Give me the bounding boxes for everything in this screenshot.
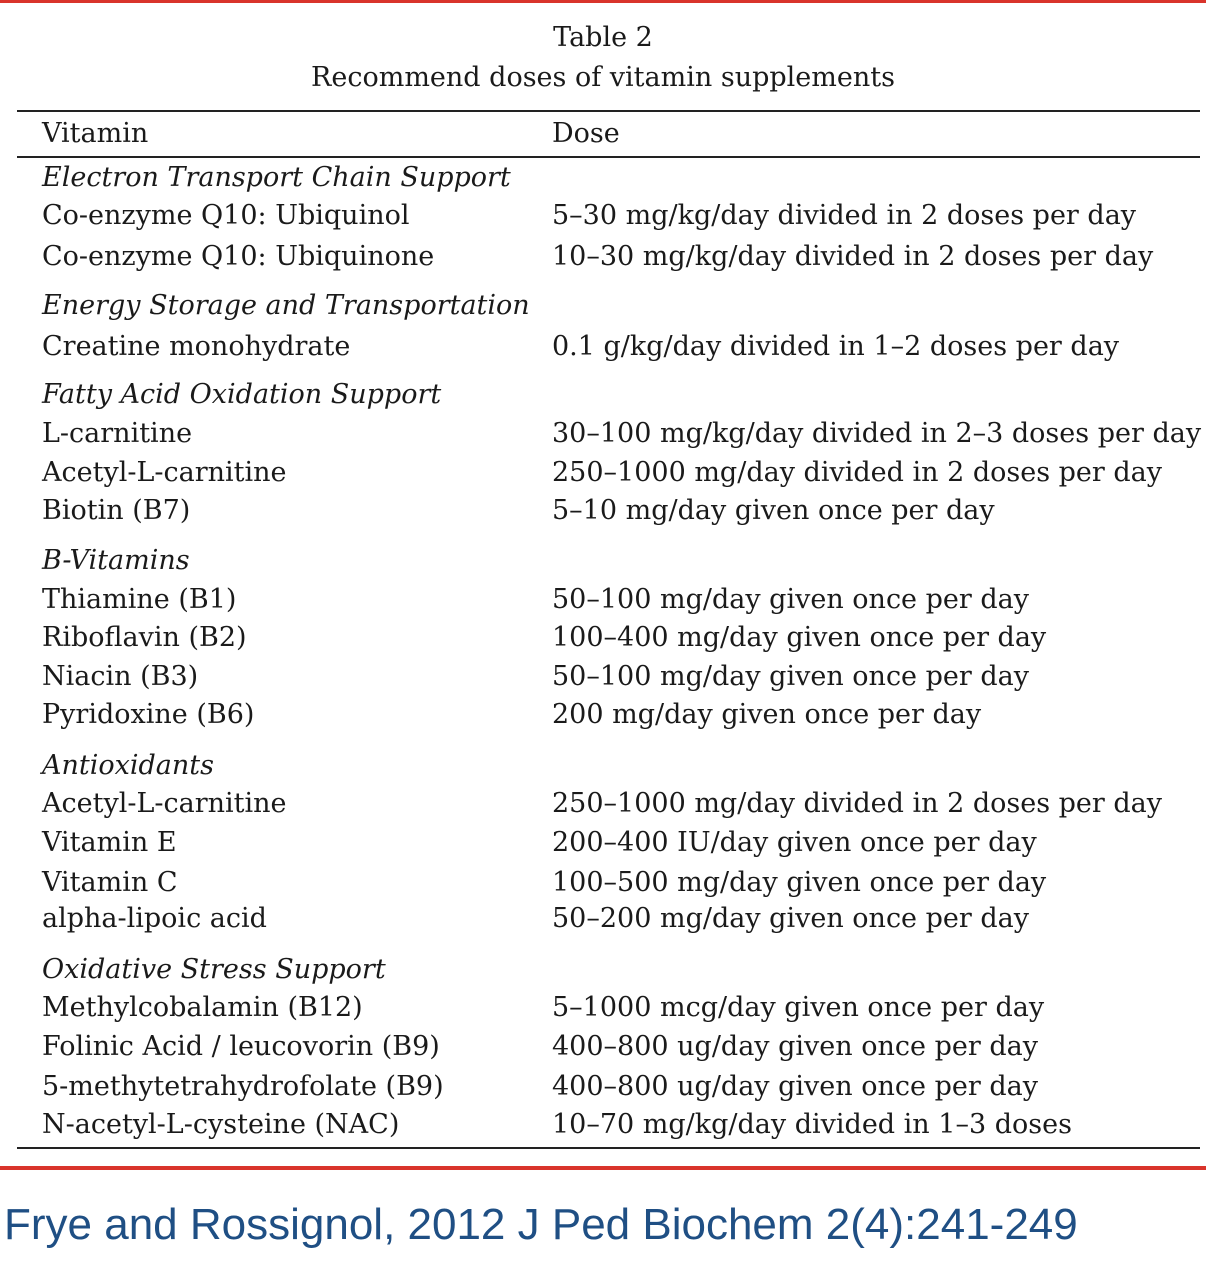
dose-cell: 50–100 mg/day given once per day: [552, 584, 1030, 615]
dose-cell: 5–10 mg/day given once per day: [552, 495, 995, 526]
dose-cell: 200–400 IU/day given once per day: [552, 827, 1037, 858]
vitamin-cell: Pyridoxine (B6): [42, 699, 255, 730]
vitamin-cell: Vitamin C: [42, 867, 178, 898]
vitamin-cell: Vitamin E: [42, 827, 177, 858]
dose-cell: 100–500 mg/day given once per day: [552, 867, 1047, 898]
header-vitamin: Vitamin: [42, 118, 149, 149]
citation: Frye and Rossignol, 2012 J Ped Biochem 2(4):241-249: [4, 1200, 1078, 1249]
section-title: Oxidative Stress Support: [42, 954, 386, 985]
vitamin-cell: Co-enzyme Q10: Ubiquinol: [42, 200, 410, 231]
section-title: Fatty Acid Oxidation Support: [42, 379, 442, 410]
dose-cell: 0.1 g/kg/day divided in 1–2 doses per day: [552, 331, 1120, 362]
bottom-red-rule: [0, 1166, 1206, 1170]
dose-cell: 250–1000 mg/day divided in 2 doses per day: [552, 457, 1163, 488]
dose-cell: 10–70 mg/kg/day divided in 1–3 doses: [552, 1109, 1072, 1140]
table-bottom-rule: [17, 1147, 1200, 1149]
vitamin-cell: alpha-lipoic acid: [42, 903, 267, 934]
vitamin-cell: Folinic Acid / leucovorin (B9): [42, 1031, 440, 1062]
dose-cell: 50–100 mg/day given once per day: [552, 661, 1030, 692]
dose-cell: 200 mg/day given once per day: [552, 699, 982, 730]
vitamin-cell: Creatine monohydrate: [42, 331, 351, 362]
section-title: Electron Transport Chain Support: [42, 162, 511, 193]
dose-cell: 30–100 mg/kg/day divided in 2–3 doses per day: [552, 418, 1202, 449]
dose-cell: 50–200 mg/day given once per day: [552, 903, 1030, 934]
table-title: Recommend doses of vitamin supplements: [311, 62, 895, 93]
section-title: B-Vitamins: [42, 545, 190, 576]
vitamin-cell: Acetyl-L-carnitine: [42, 788, 287, 819]
dose-cell: 10–30 mg/kg/day divided in 2 doses per day: [552, 241, 1154, 272]
vitamin-cell: N-acetyl-L-cysteine (NAC): [42, 1109, 400, 1140]
vitamin-cell: L-carnitine: [42, 418, 193, 449]
dose-cell: 400–800 ug/day given once per day: [552, 1071, 1038, 1102]
vitamin-cell: Niacin (B3): [42, 661, 199, 692]
dose-cell: 5–30 mg/kg/day divided in 2 doses per day: [552, 200, 1137, 231]
vitamin-cell: 5-methytetrahydrofolate (B9): [42, 1071, 444, 1102]
dose-cell: 5–1000 mcg/day given once per day: [552, 992, 1045, 1023]
section-title: Antioxidants: [42, 750, 214, 781]
vitamin-cell: Thiamine (B1): [42, 584, 237, 615]
section-title: Energy Storage and Transportation: [42, 290, 530, 321]
dose-cell: 250–1000 mg/day divided in 2 doses per day: [552, 788, 1163, 819]
vitamin-cell: Co-enzyme Q10: Ubiquinone: [42, 241, 435, 272]
vitamin-cell: Biotin (B7): [42, 495, 191, 526]
vitamin-cell: Acetyl-L-carnitine: [42, 457, 287, 488]
header-dose: Dose: [552, 118, 620, 149]
vitamin-cell: Riboflavin (B2): [42, 622, 247, 653]
table-number: Table 2: [553, 22, 653, 53]
vitamin-cell: Methylcobalamin (B12): [42, 992, 363, 1023]
dose-cell: 400–800 ug/day given once per day: [552, 1031, 1038, 1062]
dose-cell: 100–400 mg/day given once per day: [552, 622, 1047, 653]
